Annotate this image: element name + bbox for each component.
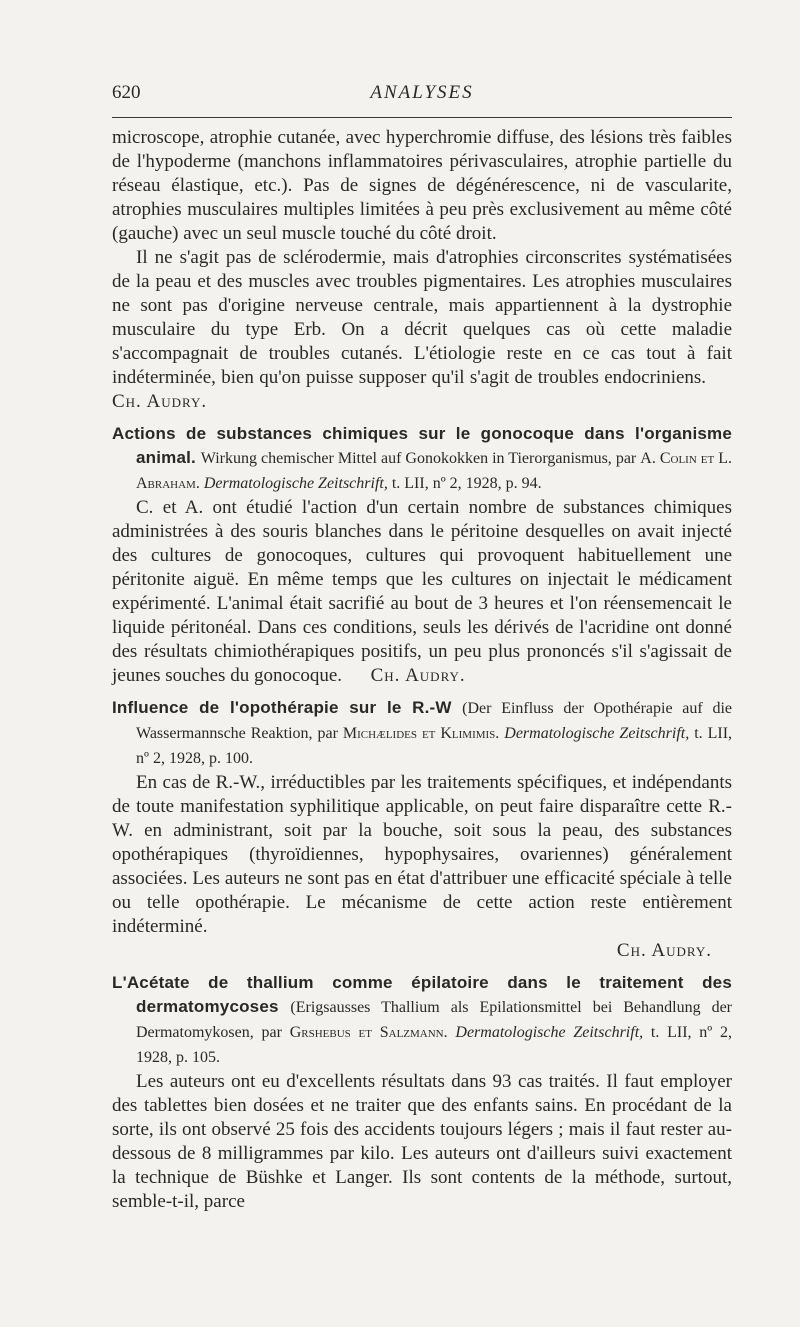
- abstract-entry-1: [112, 422, 732, 496]
- entry-2-journal: Dermatologische Zeitschrift,: [504, 725, 690, 742]
- page-header: [112, 82, 732, 108]
- entry-3-ref-start: (Erigsausses Thallium als Epilationsmittel bei Behandlung der Dermatomykosen, par: [136, 999, 732, 1041]
- running-title: ANALYSES: [370, 82, 474, 103]
- page-body: [112, 126, 732, 1214]
- entry-1-body: [112, 496, 732, 688]
- intro-paragraph-2-text: Il ne s'agit pas de sclérodermie, mais d'atrophies circonscrites systématisées de la peau et des muscles avec troubles pigmentaires. Les atrophies musculaires ne sont pas d'origine nerveuse centrale, mais appartiennent à la dystrophie musculaire du type Erb. On a décrit quelques cas où cette maladie s'accompagnait de troubles cutanés. L'étiologie reste en ce cas tout à fait indéterminée, bien qu'on puisse supposer qu'il s'agit de troubles endocriniens.: [112, 247, 732, 388]
- entry-2-ref-end: t. LII, nº 2, 1928, p. 100.: [136, 725, 733, 767]
- entry-2-body: En cas de R.-W., irréductibles par les traitements spécifiques, et indépendants de toute manifestation syphilitique applicable, on peut faire disparaître cette R.-W. en administrant, soit par la bouche, soit sous la peau, des substances opothérapiques (thyroïdiennes, hypophysaires, ovariennes) généralement associées. Les auteurs ne sont pas en état d'attribuer une efficacité spéciale à telle ou telle opothérapie. Le mécanisme de cette action reste entièrement indéterminé.: [112, 772, 732, 937]
- entry-3-authors: Grshebus et Salzmann.: [289, 1024, 448, 1041]
- entry-1-body-text: C. et A. ont étudié l'action d'un certain nombre de substances chimiques administrées à des souris blanches dans le péritoine desquelles on avait injecté des cultures de gonocoques, cultures qui provoquent habituellement une péritonite aiguë. En même temps que les cultures on injectait le médicament expérimenté. L'animal était sacrifié au bout de 3 heures et l'on réensemencait le liquide péritonéal. Dans ces conditions, seuls les dérivés de l'acridine ont donné des résultats chimiothérapiques positifs, un peu plus prononcés s'il s'agissait de jeunes souches du gonocoque.: [112, 497, 732, 686]
- intro-signature: Ch. Audry.: [112, 391, 208, 412]
- entry-3-journal: Dermatologische Zeitschrift,: [455, 1024, 644, 1041]
- entry-1-ref-end: t. LII, nº 2, 1928, p. 94.: [391, 475, 542, 492]
- entry-1-journal: Dermatologische Zeitschrift,: [203, 475, 388, 492]
- page-number: 620: [112, 82, 141, 103]
- intro-paragraph-2: [112, 246, 732, 414]
- intro-paragraph-1: microscope, atrophie cutanée, avec hyperchromie diffuse, des lésions très faibles de l'hypoderme (manchons inflammatoires périvasculaires, atrophie partielle du réseau élastique, etc.). Pas de signes de dégénérescence, ni de vascularite, atrophies musculaires multiples limitées à peu près exclusivement au même côté (gauche) avec un seul muscle touché du côté droit.: [112, 127, 732, 244]
- entry-1-title: Actions de substances chimiques sur le gonocoque dans l'organisme animal.: [112, 424, 732, 467]
- entry-2-authors: Michælides et Klimimis.: [342, 725, 500, 742]
- entry-3-title: L'Acétate de thallium comme épilatoire dans le traitement des dermatomycoses: [112, 973, 732, 1016]
- entry-3-body: Les auteurs ont eu d'excellents résultats dans 93 cas traités. Il faut employer des tablettes bien dosées et ne traiter que des enfants sains. En procédant de la sorte, ils ont observé 25 fois des accidents toujours légers ; mais il faut rester au-dessous de 8 milligrammes par kilo. Les auteurs ont d'ailleurs suivi exactement la technique de Büshke et Langer. Ils sont contents de la méthode, surtout, semble-t-il, parce: [112, 1071, 732, 1212]
- header-rule: [112, 117, 732, 118]
- abstract-entry-3: [112, 971, 732, 1070]
- entry-1-ref-start: Wirkung chemischer Mittel auf Gonokokken in Tierorganismus, par: [200, 450, 641, 467]
- entry-2-signature: Ch. Audry.: [616, 940, 712, 961]
- abstract-entry-2: [112, 696, 732, 771]
- entry-1-reference: [136, 450, 732, 492]
- entry-1-signature: Ch. Audry.: [370, 665, 466, 686]
- entry-3-ref-end: t. LII, nº 2, 1928, p. 105.: [136, 1024, 733, 1066]
- entry-1-authors: A. Colin et L. Abraham.: [136, 450, 733, 492]
- entry-2-ref-start: (Der Einfluss der Opothérapie auf die Wassermannsche Reaktion, par: [136, 700, 732, 742]
- entry-2-title: Influence de l'opothérapie sur le R.-W: [112, 698, 452, 717]
